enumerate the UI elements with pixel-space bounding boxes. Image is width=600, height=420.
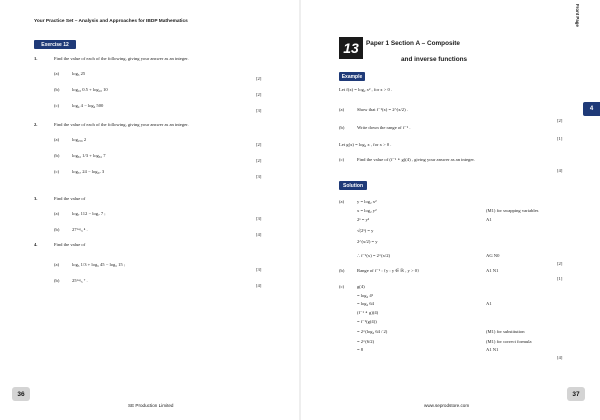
footer-website: www.seprodstore.com xyxy=(424,403,470,408)
part-marks: [3] xyxy=(256,267,262,272)
part-label: (b) xyxy=(54,87,60,92)
example-part-marks: [2] xyxy=(557,118,563,123)
solution-badge: Solution xyxy=(339,181,367,190)
question-number: 4. xyxy=(34,242,38,247)
solution-working: = f⁻¹(g(4)) xyxy=(357,319,377,324)
solution-mark-note: (M1) for substitution xyxy=(486,329,525,334)
example-part-marks: [1] xyxy=(557,136,563,141)
part-expression: 27ᴸᵒᵍ₃ ⁴ . xyxy=(72,227,88,232)
section-title-line1: Paper 1 Section A – Composite xyxy=(366,40,460,47)
solution-working: = 2^(log₂ 64 / 2) xyxy=(357,329,388,334)
exercise-badge: Exercise 12 xyxy=(34,40,76,49)
part-expression: log₁₀ 0.5 + log₁₀ 10 xyxy=(72,87,108,92)
part-label: (c) xyxy=(54,169,60,174)
part-label: (b) xyxy=(54,227,60,232)
example-part-label: (b) xyxy=(339,125,345,130)
question-text: Find the value of xyxy=(54,242,86,247)
question-text: Find the value of each of the following, giving your answer as an integer. xyxy=(54,56,189,61)
chapter-number: 13 xyxy=(339,37,363,59)
part-expression: log₅ 25 xyxy=(72,71,86,76)
part-expression: log₈₁ 1/3 + log₈₁ 7 xyxy=(72,153,106,158)
part-label: (b) xyxy=(54,278,60,283)
part-label: (c) xyxy=(54,103,60,108)
solution-working: = log₂ 64 xyxy=(357,301,374,306)
solution-working: Range of f⁻¹ : {y : y ∈ ℝ , y > 0} xyxy=(357,268,420,273)
part-marks: [3] xyxy=(256,108,262,113)
example-text: Let f(x) = log₂ x² , for x > 0 . xyxy=(339,87,393,92)
part-expression: log₅ 1/3 + log₅ 45 − log₅ 15 ; xyxy=(72,262,126,267)
part-marks: [2] xyxy=(256,142,262,147)
solution-mark-note: A1 xyxy=(486,217,492,222)
solution-mark-note: (M1) for correct formula xyxy=(486,339,532,344)
side-header: Front Page xyxy=(575,4,580,27)
example-part-text: Write down the range of f⁻¹ . xyxy=(357,125,411,130)
part-label: (a) xyxy=(54,71,60,76)
part-expression: 25ᴸᵒᵍ₅ ⁷ . xyxy=(72,278,88,283)
part-expression: log₂₅₆ 2 xyxy=(72,137,87,142)
question-number: 3. xyxy=(34,196,38,201)
solution-working: x = log₂ y² xyxy=(357,208,377,213)
running-header: Your Practice Set – Analysis and Approaches for IBDP Mathematics xyxy=(34,19,188,24)
question-text: Find the value of each of the following, giving your answer as an integer. xyxy=(54,122,189,127)
part-label: (b) xyxy=(54,153,60,158)
page-number-left: 36 xyxy=(12,387,30,401)
solution-part-label: (b) xyxy=(339,268,345,273)
solution-mark-note: AG N0 xyxy=(486,253,500,258)
solution-working: = 8 xyxy=(357,347,364,352)
solution-working: ∴ f⁻¹(x) = 2^(x/2) xyxy=(357,253,391,258)
solution-marks: [4] xyxy=(557,355,563,360)
solution-working: g(4) xyxy=(357,284,365,289)
solution-working: = log₂ 4³ xyxy=(357,293,374,298)
solution-mark-note: (M1) for swapping variables xyxy=(486,208,539,213)
part-marks: [4] xyxy=(256,232,262,237)
part-expression: log₄ 4 − log₄ 500 xyxy=(72,103,104,108)
part-expression: log₇ 112 − log₇ 7 ; xyxy=(72,211,106,216)
question-text: Find the value of xyxy=(54,196,86,201)
solution-working: y = log₂ x² xyxy=(357,199,377,204)
example-part-label: (c) xyxy=(339,157,345,162)
part-marks: [3] xyxy=(256,174,262,179)
example-badge: Example xyxy=(339,72,365,81)
solution-part-label: (a) xyxy=(339,199,345,204)
part-label: (a) xyxy=(54,211,60,216)
part-marks: [4] xyxy=(256,283,262,288)
part-marks: [2] xyxy=(256,76,262,81)
page-number-right: 37 xyxy=(567,387,585,401)
solution-working: 2ˣ = y² xyxy=(357,217,370,222)
solution-marks: [1] xyxy=(557,276,563,281)
part-marks: [2] xyxy=(256,158,262,163)
chapter-side-tab: 4 xyxy=(583,102,600,116)
question-number: 1. xyxy=(34,56,38,61)
question-number: 2. xyxy=(34,122,38,127)
section-title-line2: and inverse functions xyxy=(401,56,468,63)
solution-working: 2^(x/2) = y xyxy=(357,239,378,244)
part-marks: [2] xyxy=(256,92,262,97)
solution-working: (f⁻¹ ∘ g)(4) xyxy=(357,310,379,315)
example-text: Let g(x) = log₂ x , for x > 0 . xyxy=(339,142,392,147)
example-part-marks: [4] xyxy=(557,168,563,173)
part-label: (a) xyxy=(54,262,60,267)
solution-mark-note: A1 xyxy=(486,301,492,306)
solution-working: √(2ˣ) = y xyxy=(357,228,374,233)
example-part-label: (a) xyxy=(339,107,345,112)
solution-marks: [2] xyxy=(557,261,563,266)
part-label: (a) xyxy=(54,137,60,142)
example-part-text: Find the value of (f⁻¹ ∘ g)(4) , giving your answer as an integer. xyxy=(357,157,475,162)
footer-publisher: SE Production Limited xyxy=(128,403,174,408)
solution-part-label: (c) xyxy=(339,284,345,289)
example-part-text: Show that f⁻¹(x) = 2^(x/2) . xyxy=(357,107,408,112)
solution-mark-note: A1 N1 xyxy=(486,347,499,352)
part-marks: [3] xyxy=(256,216,262,221)
part-expression: log₅₇ 24 − log₅₇ 3 xyxy=(72,169,105,174)
solution-working: = 2^(6/2) xyxy=(357,339,375,344)
page-gutter xyxy=(299,0,301,420)
solution-mark-note: A1 N1 xyxy=(486,268,499,273)
